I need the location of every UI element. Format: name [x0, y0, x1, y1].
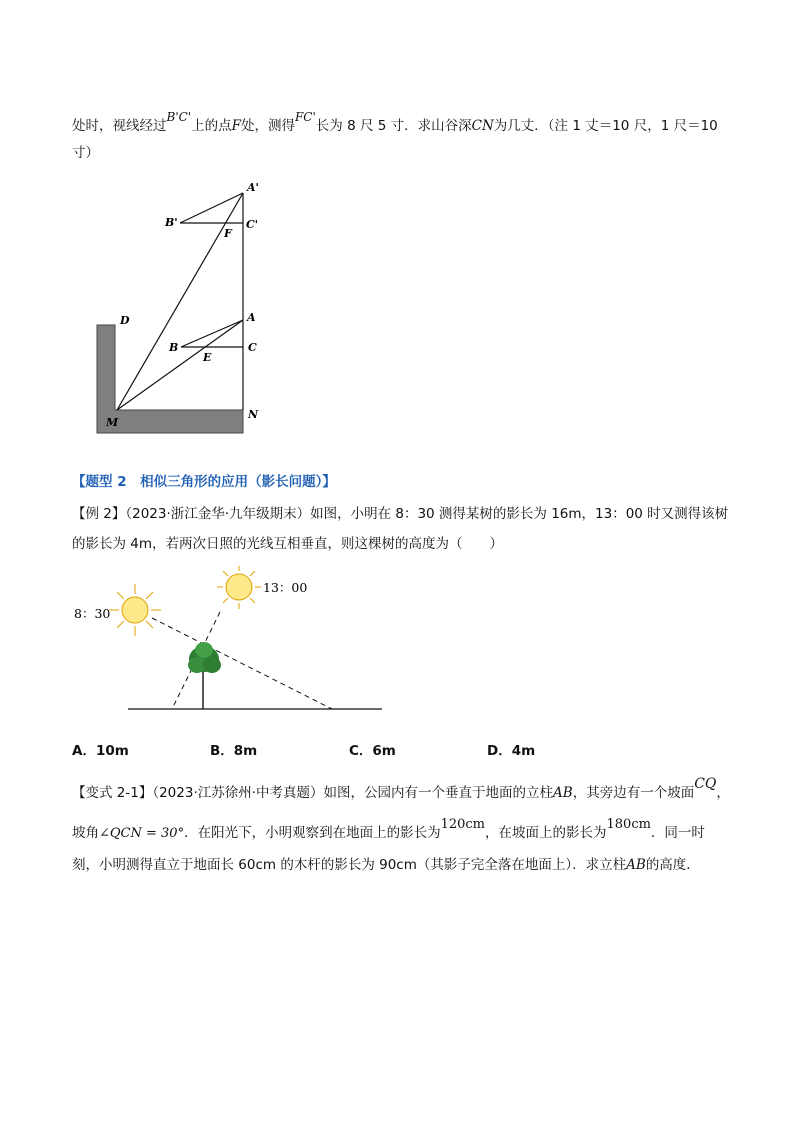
label-c: C [248, 341, 257, 354]
segment-fc-prime: FC' [294, 110, 316, 124]
valley-diagram [85, 180, 275, 442]
example2-line1: 【例 2】（2023·浙江金华·九年级期末）如图，小明在 8：30 测得某树的影长为 16m，13：00 时又测得该树 [72, 506, 729, 522]
problem1-line1 [72, 110, 718, 136]
tree-icon [188, 642, 221, 673]
label-b: B [169, 341, 179, 354]
label-e: E [203, 351, 212, 364]
sight-line-m-a-prime [117, 193, 243, 410]
length-120cm: 120cm [440, 817, 485, 832]
variant-text-slope-shadow: ，在坡面上的影长为 [485, 825, 607, 841]
label-a: A [247, 311, 256, 324]
variant-text-end: 的高度． [645, 857, 700, 873]
variant-text-slope: 坡角 [72, 825, 99, 841]
variant-text-a: 【变式 2-1】（2023·江苏徐州·中考真题）如图，公园内有一个垂直于地面的立柱 [72, 785, 554, 801]
variant-text-line3: 刻，小明测得直立于地面长 60cm 的木杆的影长为 90cm（其影子完全落在地面上）．求立柱 [72, 857, 627, 873]
example2-line2: 的影长为 4m，若两次日照的光线互相垂直，则这棵树的高度为（ ） [72, 536, 504, 552]
option-a[interactable]: A．10m [72, 743, 129, 759]
segment-ab-2: AB [626, 857, 646, 873]
sight-line-m-a [117, 320, 243, 410]
variant-text-b: ，其旁边有一个坡面 [572, 785, 695, 801]
variant-line2 [72, 817, 705, 844]
segment-b-prime-a-prime [180, 193, 243, 223]
length-180cm: 180cm [606, 817, 651, 832]
label-d: D [120, 314, 130, 327]
angle-qcn: ∠QCN = 30° [99, 826, 185, 841]
label-m: M [106, 416, 119, 429]
problem1-text-a: 处时，视线经过 [72, 118, 167, 134]
problem1-line2 [72, 143, 99, 163]
segment-bc-prime: B'C' [166, 110, 192, 124]
variant-text-ground: ．在阳光下，小明观察到在地面上的影长为 [184, 825, 441, 841]
segment-cn: CN [471, 118, 494, 134]
variant-line3 [72, 855, 700, 875]
segment-ba [181, 320, 243, 347]
variant-line1 [72, 776, 730, 803]
problem1-text-c: 处，测得 [240, 118, 295, 134]
option-c[interactable]: C．6m [349, 743, 396, 759]
segment-ab: AB [553, 785, 573, 801]
time-label-1300: 13：00 [263, 580, 308, 595]
label-c-prime: C' [246, 218, 259, 231]
label-n: N [248, 408, 259, 421]
tree-shadow-diagram [70, 566, 390, 716]
sun-icon-830 [109, 584, 161, 636]
section-heading: 【题型 2 相似三角形的应用（影长问题）】 [72, 474, 336, 490]
label-b-prime: B' [165, 216, 178, 229]
option-b[interactable]: B．8m [210, 743, 258, 759]
problem1-text-line2: 寸） [72, 145, 99, 161]
option-d[interactable]: D．4m [487, 743, 536, 759]
problem1-text-d: 长为 8 尺 5 寸．求山谷深 [315, 118, 472, 134]
variant-text-c: ， [716, 785, 730, 801]
point-f: F [231, 118, 241, 134]
sun-icon-1300 [217, 566, 261, 609]
segment-cq: CQ [694, 776, 717, 792]
time-label-830: 8：30 [74, 606, 111, 621]
variant-text-same-time: ．同一时 [650, 825, 705, 841]
label-f: F [224, 227, 232, 240]
label-a-prime: A' [247, 181, 259, 194]
problem1-text-b: 上的点 [191, 118, 232, 134]
problem1-text-e: 为几丈．（注 1 丈＝10 尺，1 尺＝10 [493, 118, 718, 134]
